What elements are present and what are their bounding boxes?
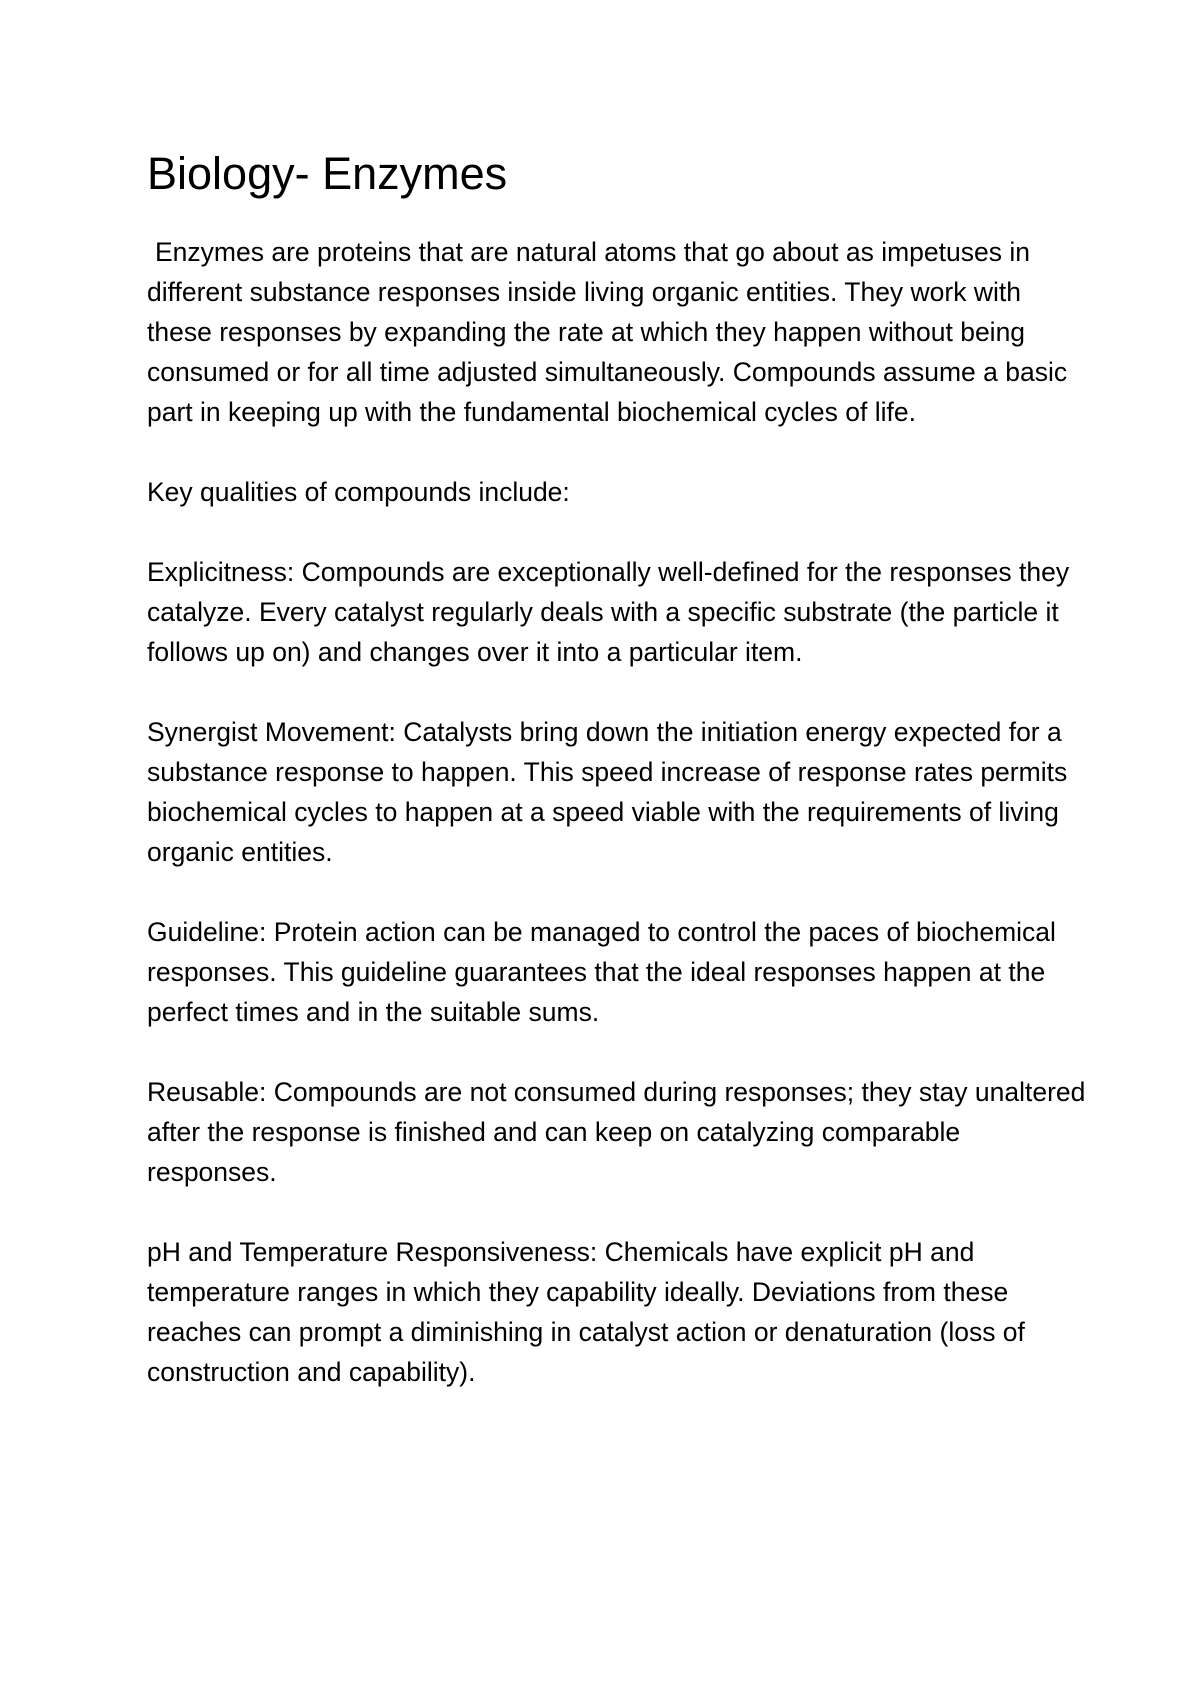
paragraph-explicitness: Explicitness: Compounds are exceptionally well-defined for the responses they catalyze. Every catalyst regularly deals with a specific substrate (the particle it follows up on) and changes over it into a particular item. xyxy=(147,557,1070,667)
document-title: Biology- Enzymes xyxy=(147,148,508,199)
paragraph-ph-temperature: pH and Temperature Responsiveness: Chemicals have explicit pH and temperature ranges in which they capability ideally. Deviations from these reaches can prompt a diminishing in catalyst action or denaturation (loss of construction and capability). xyxy=(147,1237,1025,1387)
paragraph-intro: Enzymes are proteins that are natural atoms that go about as impetuses in different substance responses inside living organic entities. They work with these responses by expanding the rate at which they happen without being consumed or for all time adjusted simultaneously. Compounds assume a basic part in keeping up with the fundamental biochemical cycles of life. xyxy=(147,237,1068,427)
paragraph-guideline: Guideline: Protein action can be managed to control the paces of biochemical responses. This guideline guarantees that the ideal responses happen at the perfect times and in the suitable sums. xyxy=(147,917,1056,1027)
document-body xyxy=(147,146,1087,1432)
paragraph-synergist-movement: Synergist Movement: Catalysts bring down the initiation energy expected for a substance response to happen. This speed increase of response rates permits biochemical cycles to happen at a speed viable with the requirements of living organic entities. xyxy=(147,717,1068,867)
paragraph-key-qualities: Key qualities of compounds include: xyxy=(147,477,570,507)
paragraph-reusable: Reusable: Compounds are not consumed during responses; they stay unaltered after the response is finished and can keep on catalyzing comparable responses. xyxy=(147,1077,1086,1187)
